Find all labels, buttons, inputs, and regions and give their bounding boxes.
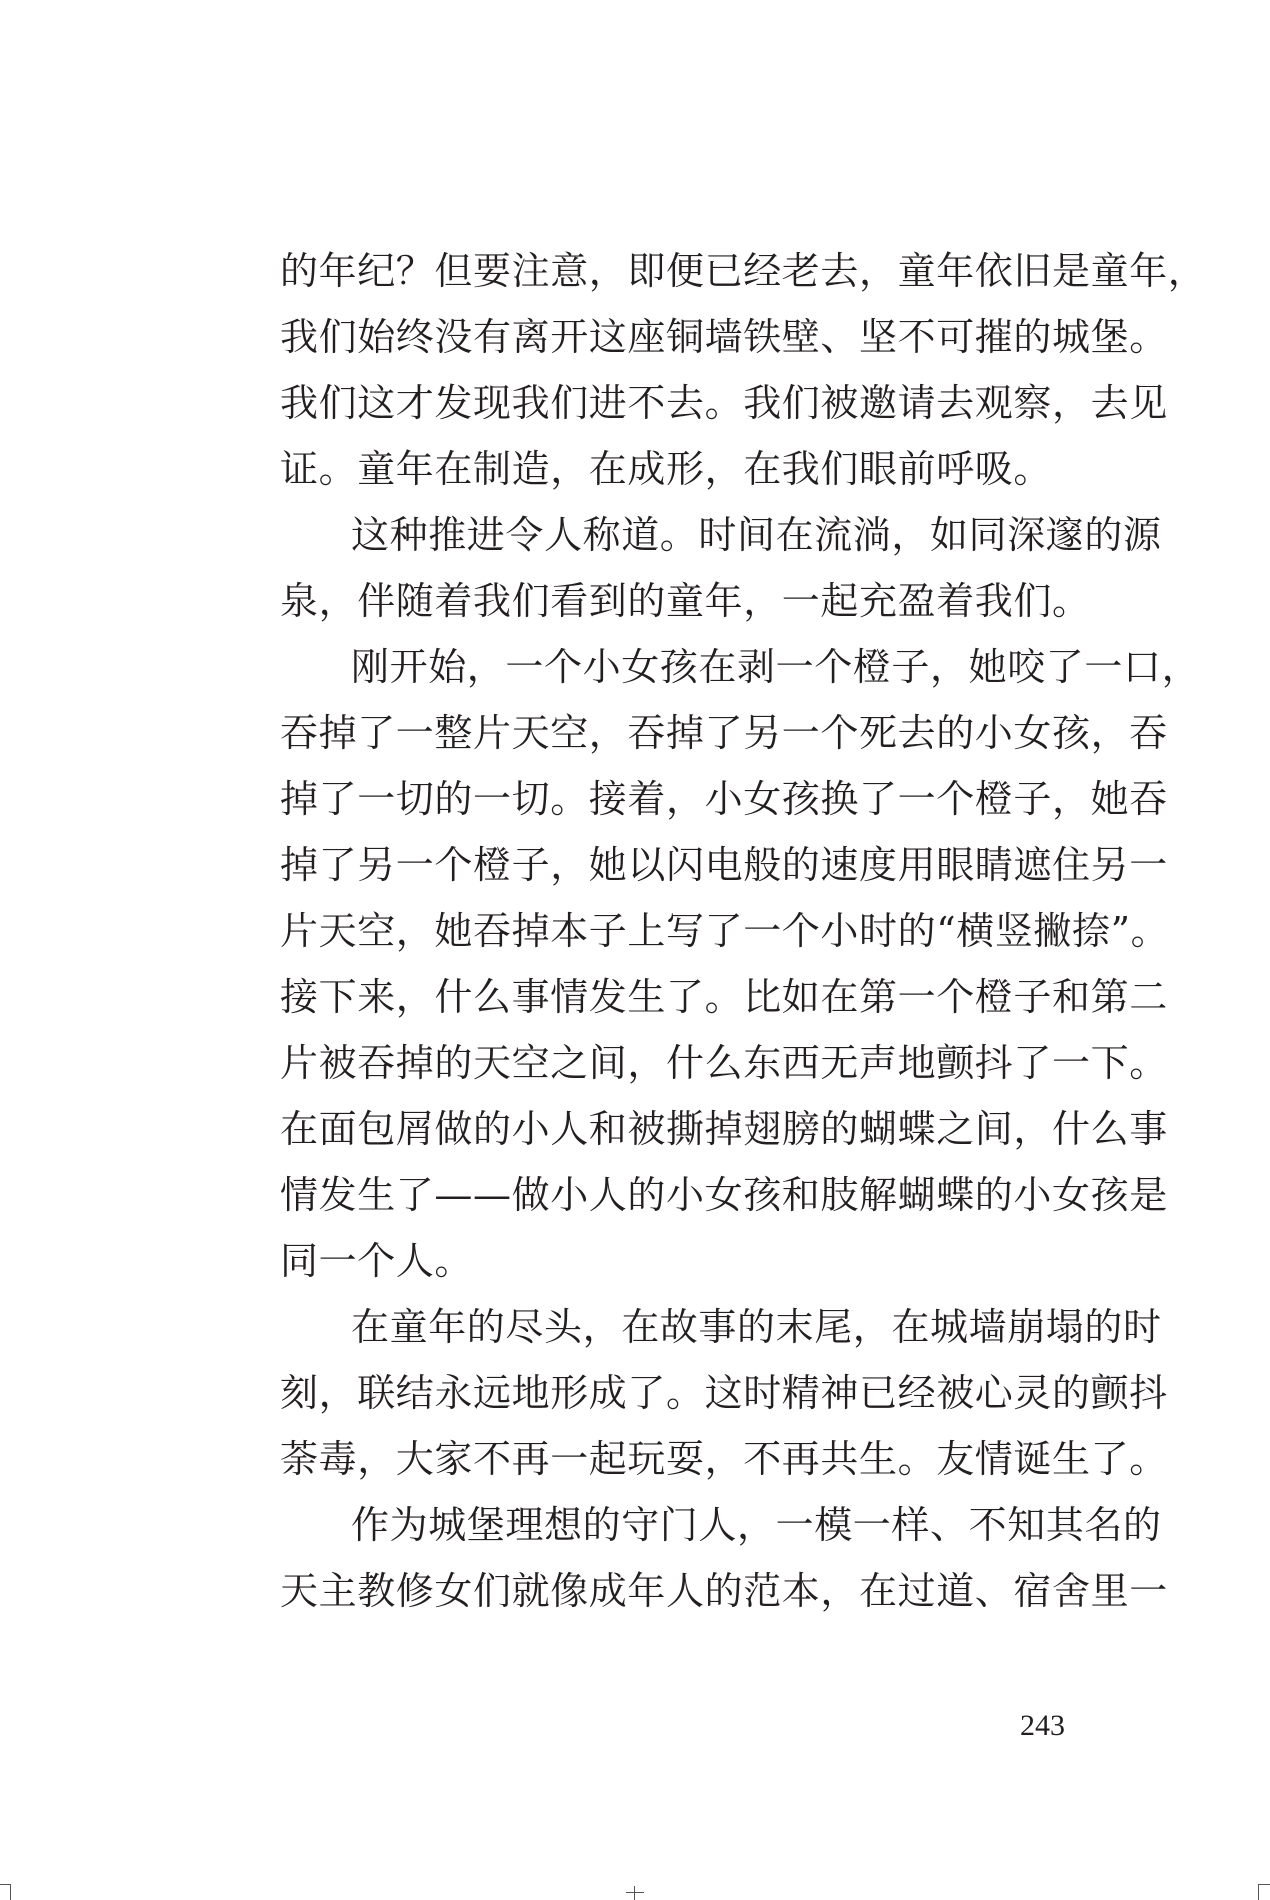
crop-mark [1259, 1884, 1270, 1885]
text-line: 同一个人。 [280, 1239, 474, 1283]
text-line: 的年纪？但要注意，即便已经老去，童年依旧是童年， [280, 249, 1207, 293]
text-line: 证。童年在制造，在成形，在我们眼前呼吸。 [280, 447, 1053, 491]
text-line: 作为城堡理想的守门人，一模一样、不知其名的 [351, 1503, 1162, 1547]
crop-mark [0, 1884, 10, 1885]
text-line: 天主教修女们就像成年人的范本，在过道、宿舍里一 [280, 1569, 1168, 1613]
text-line: 刚开始，一个小女孩在剥一个橙子，她咬了一口， [351, 645, 1201, 689]
text-line: 接下来，什么事情发生了。比如在第一个橙子和第二 [280, 975, 1168, 1019]
text-line: 片天空，她吞掉本子上写了一个小时的“横竖撇捺”。 [280, 909, 1170, 953]
crop-mark [10, 1884, 11, 1900]
text-line: 这种推进令人称道。时间在流淌，如同深邃的源 [351, 513, 1162, 557]
crop-mark [1258, 1884, 1259, 1900]
page-number: 243 [1020, 1709, 1065, 1742]
text-line: 泉，伴随着我们看到的童年，一起充盈着我们。 [280, 579, 1091, 623]
text-line: 掉了一切的一切。接着，小女孩换了一个橙子，她吞 [280, 777, 1168, 821]
crop-mark [626, 1892, 644, 1893]
text-line: 荼毒，大家不再一起玩耍，不再共生。友情诞生了。 [280, 1437, 1168, 1481]
text-line: 情发生了——做小人的小女孩和肢解蝴蝶的小女孩是 [280, 1173, 1168, 1217]
text-line: 片被吞掉的天空之间，什么东西无声地颤抖了一下。 [280, 1041, 1168, 1085]
text-line: 在童年的尽头，在故事的末尾，在城墙崩塌的时 [351, 1305, 1162, 1349]
text-line: 吞掉了一整片天空，吞掉了另一个死去的小女孩，吞 [280, 711, 1168, 755]
text-line: 刻，联结永远地形成了。这时精神已经被心灵的颤抖 [280, 1371, 1168, 1415]
text-line: 我们始终没有离开这座铜墙铁壁、坚不可摧的城堡。 [280, 315, 1168, 359]
text-line: 掉了另一个橙子，她以闪电般的速度用眼睛遮住另一 [280, 843, 1168, 887]
text-line: 在面包屑做的小人和被撕掉翅膀的蝴蝶之间，什么事 [280, 1107, 1168, 1151]
text-line: 我们这才发现我们进不去。我们被邀请去观察，去见 [280, 381, 1168, 425]
crop-mark [634, 1886, 635, 1900]
